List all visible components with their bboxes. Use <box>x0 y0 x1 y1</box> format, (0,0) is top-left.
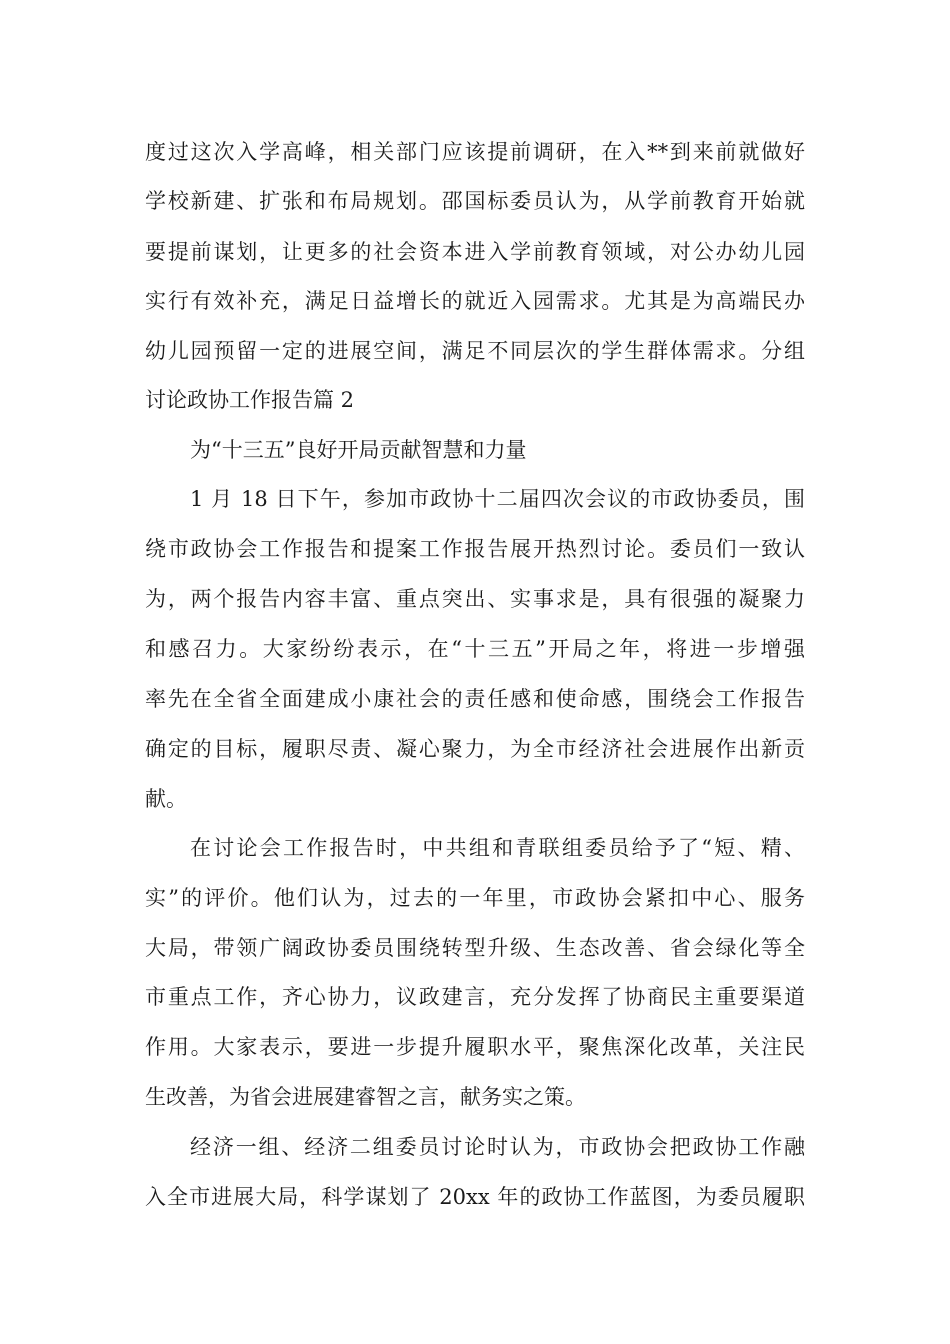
section-heading: 为“十三五”良好开局贡献智慧和力量 <box>190 438 527 462</box>
text-line: 1 月 18 日下午，参加市政协十二届四次会议的市政协委员，围 <box>190 487 805 511</box>
text-line: 和感召力。大家纷纷表示，在“十三五”开局之年，将进一步增强 <box>145 637 805 661</box>
text-line: 实行有效补充，满足日益增长的就近入园需求。尤其是为高端民办 <box>145 289 805 313</box>
text-line: 经济一组、经济二组委员讨论时认为，市政协会把政协工作融 <box>190 1135 805 1159</box>
text-line: 讨论政协工作报告篇 2 <box>145 388 355 412</box>
text-line: 为，两个报告内容丰富、重点突出、实事求是，具有很强的凝聚力 <box>145 587 805 611</box>
text-line: 学校新建、扩张和布局规划。邵国标委员认为，从学前教育开始就 <box>145 189 805 213</box>
text-line: 绕市政协会工作报告和提案工作报告展开热烈讨论。委员们一致认 <box>145 537 805 561</box>
text-line: 要提前谋划，让更多的社会资本进入学前教育领域，对公办幼儿园 <box>145 240 805 264</box>
text-line: 实”的评价。他们认为，过去的一年里，市政协会紧扣中心、服务 <box>145 886 805 910</box>
text-line: 生改善，为省会进展建睿智之言，献务实之策。 <box>145 1085 586 1109</box>
text-line: 市重点工作，齐心协力，议政建言，充分发挥了协商民主重要渠道 <box>145 985 805 1009</box>
text-line: 大局，带领广阔政协委员围绕转型升级、生态改善、省会绿化等全 <box>145 936 805 960</box>
text-line: 率先在全省全面建成小康社会的责任感和使命感，围绕会工作报告 <box>145 687 805 711</box>
text-line: 幼儿园预留一定的进展空间，满足不同层次的学生群体需求。分组 <box>145 339 805 363</box>
text-line: 在讨论会工作报告时，中共组和青联组委员给予了“短、精、 <box>190 836 805 860</box>
text-line: 确定的目标，履职尽责、凝心聚力，为全市经济社会进展作出新贡 <box>145 737 805 761</box>
text-line: 献。 <box>145 787 187 811</box>
text-line: 度过这次入学高峰，相关部门应该提前调研，在入**到来前就做好 <box>145 140 805 164</box>
text-line: 入全市进展大局，科学谋划了 20xx 年的政协工作蓝图，为委员履职 <box>145 1185 805 1209</box>
text-line: 作用。大家表示，要进一步提升履职水平，聚焦深化改革，关注民 <box>145 1035 805 1059</box>
